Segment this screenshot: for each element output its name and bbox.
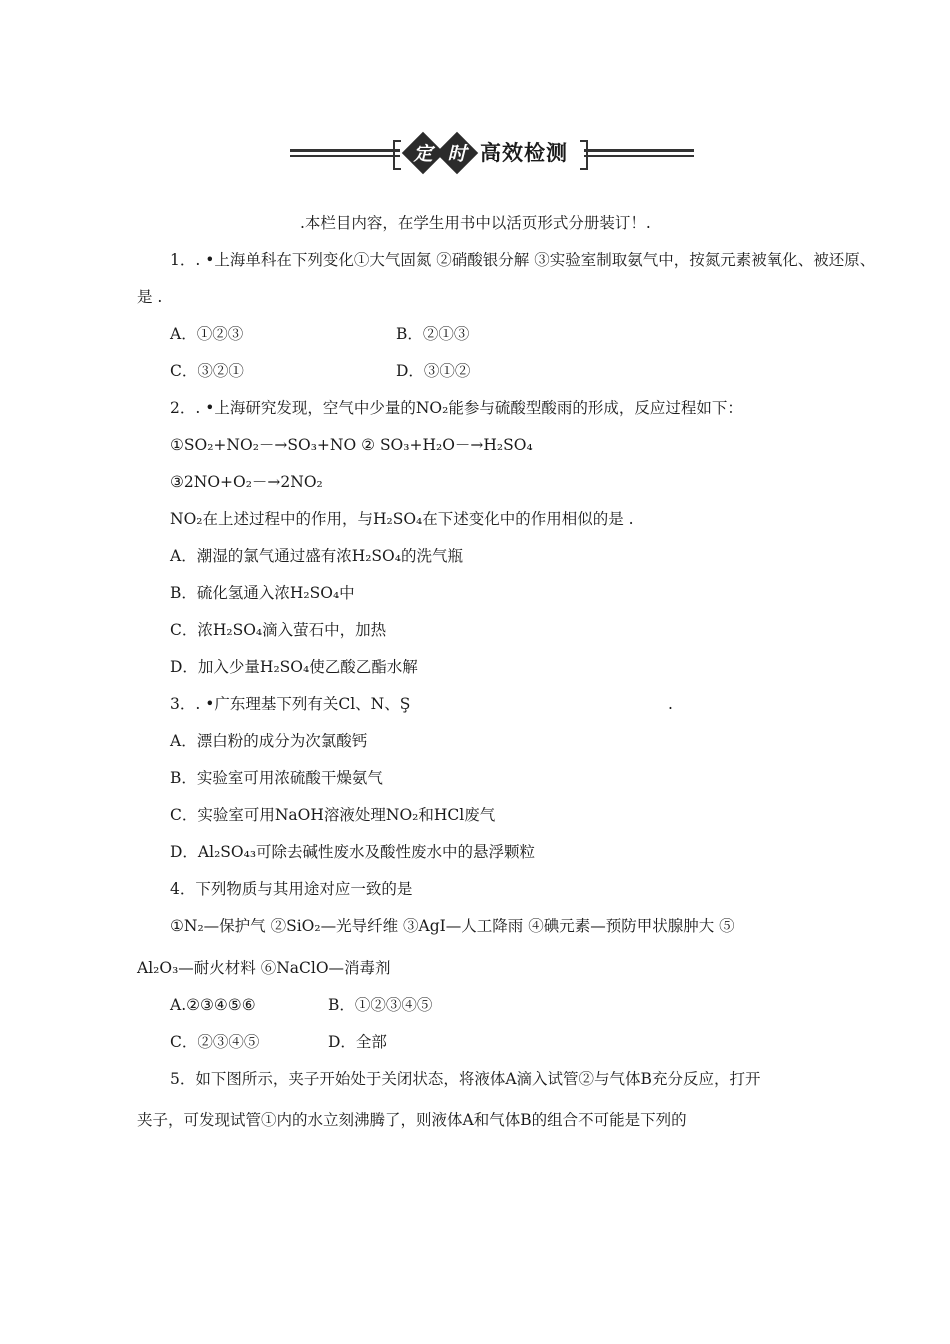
q3-stem-tail: . (668, 695, 673, 713)
q1-option-b: B．②①③ (396, 325, 470, 343)
q2-question: NO₂在上述过程中的作用，与H₂SO₄在下述变化中的作用相似的是 . (170, 510, 634, 528)
q4-items: ①N₂—保护气 ②SiO₂—光导纤维 ③AgI—人工降雨 ④碘元素—预防甲状腺肿大 ⑤ (170, 917, 735, 935)
q2-option-b: B．硫化氢通入浓H₂SO₄中 (170, 584, 355, 602)
q4-option-d: D．全部 (328, 1033, 387, 1051)
q1-option-a: A．①②③ (170, 325, 244, 343)
q3-stem: 3．. •广东理基下列有关Cl、N、Ş (170, 695, 411, 713)
section-banner (290, 136, 694, 172)
q1-option-d: D．③①② (396, 362, 471, 380)
q4-option-a: A.②③④⑤⑥ (170, 996, 256, 1014)
banner-title: 高效检测 (480, 141, 568, 165)
q5-stem-cont: 夹子，可发现试管①内的水立刻沸腾了，则液体A和气体B的组合不可能是下列的 (137, 1111, 687, 1129)
q3-option-b: B．实验室可用浓硫酸干燥氨气 (170, 769, 383, 787)
q4-stem: 4．下列物质与其用途对应一致的是 (170, 880, 413, 898)
q2-option-d: D．加入少量H₂SO₄使乙酸乙酯水解 (170, 658, 418, 676)
banner-char-1: 定 (413, 143, 433, 165)
banner-char-2: 时 (447, 143, 467, 165)
q3-option-d: D．Al₂SO₄₃可除去碱性废水及酸性废水中的悬浮颗粒 (170, 843, 536, 861)
q4-option-b: B．①②③④⑤ (328, 996, 433, 1014)
q2-stem: 2．. •上海研究发现，空气中少量的NO₂能参与硫酸型酸雨的形成，反应过程如下： (170, 399, 743, 417)
q4-option-c: C．②③④⑤ (170, 1033, 260, 1051)
q2-reaction-1-2: ①SO₂+NO₂－→SO₃+NO ② SO₃+H₂O－→H₂SO₄ (170, 436, 533, 454)
q1-stem-cont: 是 . (137, 288, 163, 306)
q3-option-a: A．漂白粉的成分为次氯酸钙 (170, 732, 368, 750)
q2-option-c: C．浓H₂SO₄滴入萤石中，加热 (170, 621, 387, 639)
q4-items-cont: Al₂O₃—耐火材料 ⑥NaClO—消毒剂 (137, 959, 391, 977)
q3-option-c: C．实验室可用NaOH溶液处理NO₂和HCl废气 (170, 806, 496, 824)
q1-option-c: C．③②① (170, 362, 244, 380)
q5-stem: 5．如下图所示，夹子开始处于关闭状态，将液体A滴入试管②与气体B充分反应，打开 (170, 1070, 761, 1088)
q1-stem: 1．. •上海单科在下列变化①大气固氮 ②硝酸银分解 ③实验室制取氨气中，按氮元素被氧化、被还原、 (170, 251, 876, 269)
banner-bracket-left (393, 140, 401, 170)
binding-note: .本栏目内容，在学生用书中以活页形式分册装订！. (300, 214, 651, 232)
q2-option-a: A．潮湿的氯气通过盛有浓H₂SO₄的洗气瓶 (170, 547, 463, 565)
q2-reaction-3: ③2NO+O₂－→2NO₂ (170, 473, 323, 491)
